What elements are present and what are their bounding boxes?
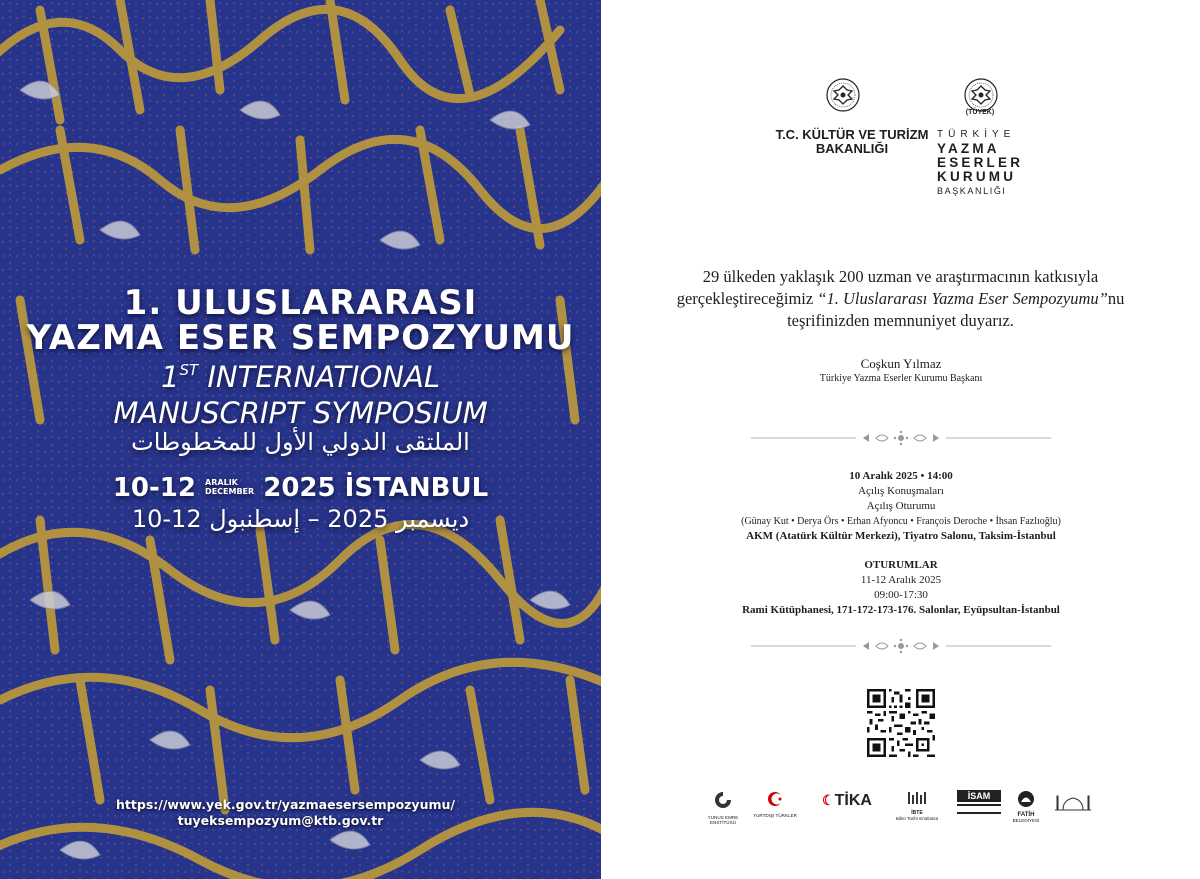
- opening-venue: AKM (Atatürk Kültür Merkezi), Tiyatro Salonu, Taksim-İstanbul: [746, 530, 1056, 542]
- invitation-line2-post: nu: [1107, 289, 1125, 308]
- ministry-name-line2: BAKANLIĞI: [815, 141, 889, 156]
- ordinal-number: 1: [161, 360, 180, 394]
- tuyek-name-line4: KURUMU: [937, 169, 1017, 184]
- invitation-message: [641, 266, 1160, 332]
- tuyek-abbreviation: (TÜYEK): [965, 109, 995, 116]
- symposium-email-link[interactable]: tuyeksempozyum@ktb.gov.tr: [177, 813, 384, 828]
- tika-crescent-icon: ☾: [822, 792, 835, 808]
- partner-ibte: [889, 790, 945, 821]
- date-year-city: 2025 İSTANBUL: [263, 473, 489, 503]
- qr-code[interactable]: [867, 689, 935, 757]
- partner-mosque-library: [1051, 790, 1095, 817]
- ibte-logo-icon: [906, 790, 928, 806]
- invitation-line2: [641, 288, 1160, 310]
- opening-session: Açılış Oturumu: [866, 500, 936, 512]
- partner-tika: [813, 792, 881, 810]
- invitation-line3: teşrifinizden memnuniyet duyarız.: [787, 311, 1014, 330]
- tuyek-name-line5: BAŞKANLIĞI: [937, 186, 1007, 196]
- ibte-caption: İBTE: [911, 810, 923, 816]
- ministry-emblem-icon: [826, 78, 860, 112]
- fatih-logo-icon: [1016, 790, 1036, 808]
- date-month: [205, 478, 254, 496]
- poster-title-tr-line2: YAZMA ESER SEMPOZYUMU: [26, 318, 575, 358]
- yunus-emre-caption-2: ENSTİTÜSÜ: [709, 820, 737, 825]
- symposium-name-italic: “1. Uluslararası Yazma Eser Sempozyumu”: [817, 289, 1108, 308]
- poster-title-tr-line1: 1. ULUSLARARASI: [123, 283, 478, 323]
- ornament-divider-icon: [751, 638, 1051, 654]
- invitation-line2-pre: gerçekleştireceğimiz: [676, 289, 818, 308]
- symposium-url-link[interactable]: https://www.yek.gov.tr/yazmaesersempozyumu/: [116, 797, 455, 812]
- partner-isam: [957, 790, 1001, 814]
- poster-date: [0, 473, 601, 503]
- poster-date-arabic: 10-12 ديسمبر 2025 – إسطنبول: [131, 505, 470, 533]
- tuyek-name-line2: YAZMA: [937, 141, 1000, 156]
- opening-date: 10 Aralık 2025 • 14:00: [849, 470, 953, 482]
- date-month-tr: ARALIK: [205, 478, 238, 487]
- opening-speakers: (Günay Kut • Derya Örs • Erhan Afyoncu • François Deroche • İhsan Fazlıoğlu): [741, 516, 1061, 527]
- mosque-logo-icon: [1053, 790, 1093, 812]
- partner-fatih: [1009, 790, 1043, 823]
- yunus-emre-logo-icon: [713, 790, 733, 810]
- tuyek-name-line3: ESERLER: [937, 155, 1024, 170]
- tuyek-name: [937, 128, 1023, 198]
- sessions-program: [661, 558, 1141, 618]
- sessions-heading: OTURUMLAR: [864, 559, 938, 571]
- ytb-caption: YURTDIŞI TÜRKLER: [753, 813, 797, 818]
- tuyek-emblem-icon: [964, 78, 998, 112]
- date-days: 10-12: [112, 473, 196, 503]
- title-en-rest: INTERNATIONAL: [198, 360, 440, 394]
- signatory-name: Coşkun Yılmaz: [860, 356, 942, 371]
- opening-program: [661, 469, 1141, 544]
- sessions-dates: 11-12 Aralık 2025: [860, 574, 942, 586]
- isam-lines: [957, 804, 1001, 814]
- yunus-emre-caption-1: YUNUS EMRE: [707, 815, 739, 820]
- tuyek-name-line1: TÜRKİYE: [937, 129, 1016, 140]
- ministry-name: [759, 128, 945, 156]
- poster-title-en-line1: [0, 360, 601, 394]
- date-month-en: DECEMBER: [205, 487, 255, 496]
- invitation-panel: [601, 0, 1200, 879]
- invitation-line1: 29 ülkeden yaklaşık 200 uzman ve araştırmacının katkısıyla: [702, 267, 1099, 286]
- partner-yunus-emre: [701, 790, 745, 825]
- ornament-divider-icon: [751, 430, 1051, 446]
- opening-speeches: Açılış Konuşmaları: [858, 485, 944, 497]
- sessions-hours: 09:00-17:30: [874, 589, 928, 601]
- partner-ytb: [747, 790, 803, 818]
- poster-title-en-line2: MANUSCRIPT SYMPOSIUM: [113, 396, 488, 430]
- isam-wordmark: İSAM: [957, 790, 1001, 802]
- ministry-name-line1: T.C. KÜLTÜR VE TURİZM: [775, 127, 929, 142]
- sessions-venue: Rami Kütüphanesi, 171-172-173-176. Salonlar, Eyüpsultan-İstanbul: [742, 604, 1060, 616]
- tika-wordmark: TİKA: [834, 792, 872, 809]
- fatih-caption-1: FATİH: [1017, 812, 1035, 818]
- signatory-title: Türkiye Yazma Eserler Kurumu Başkanı: [819, 373, 983, 384]
- ytb-crescent-icon: [766, 790, 784, 808]
- ordinal-suffix: ST: [179, 361, 199, 379]
- bilim-tarihi-caption: Bilim Tarihi Enstitüsü: [895, 816, 939, 821]
- poster-title-arabic: الملتقى الدولي الأول للمخطوطات: [131, 428, 470, 456]
- fatih-caption-2: BELEDİYESİ: [1012, 818, 1040, 823]
